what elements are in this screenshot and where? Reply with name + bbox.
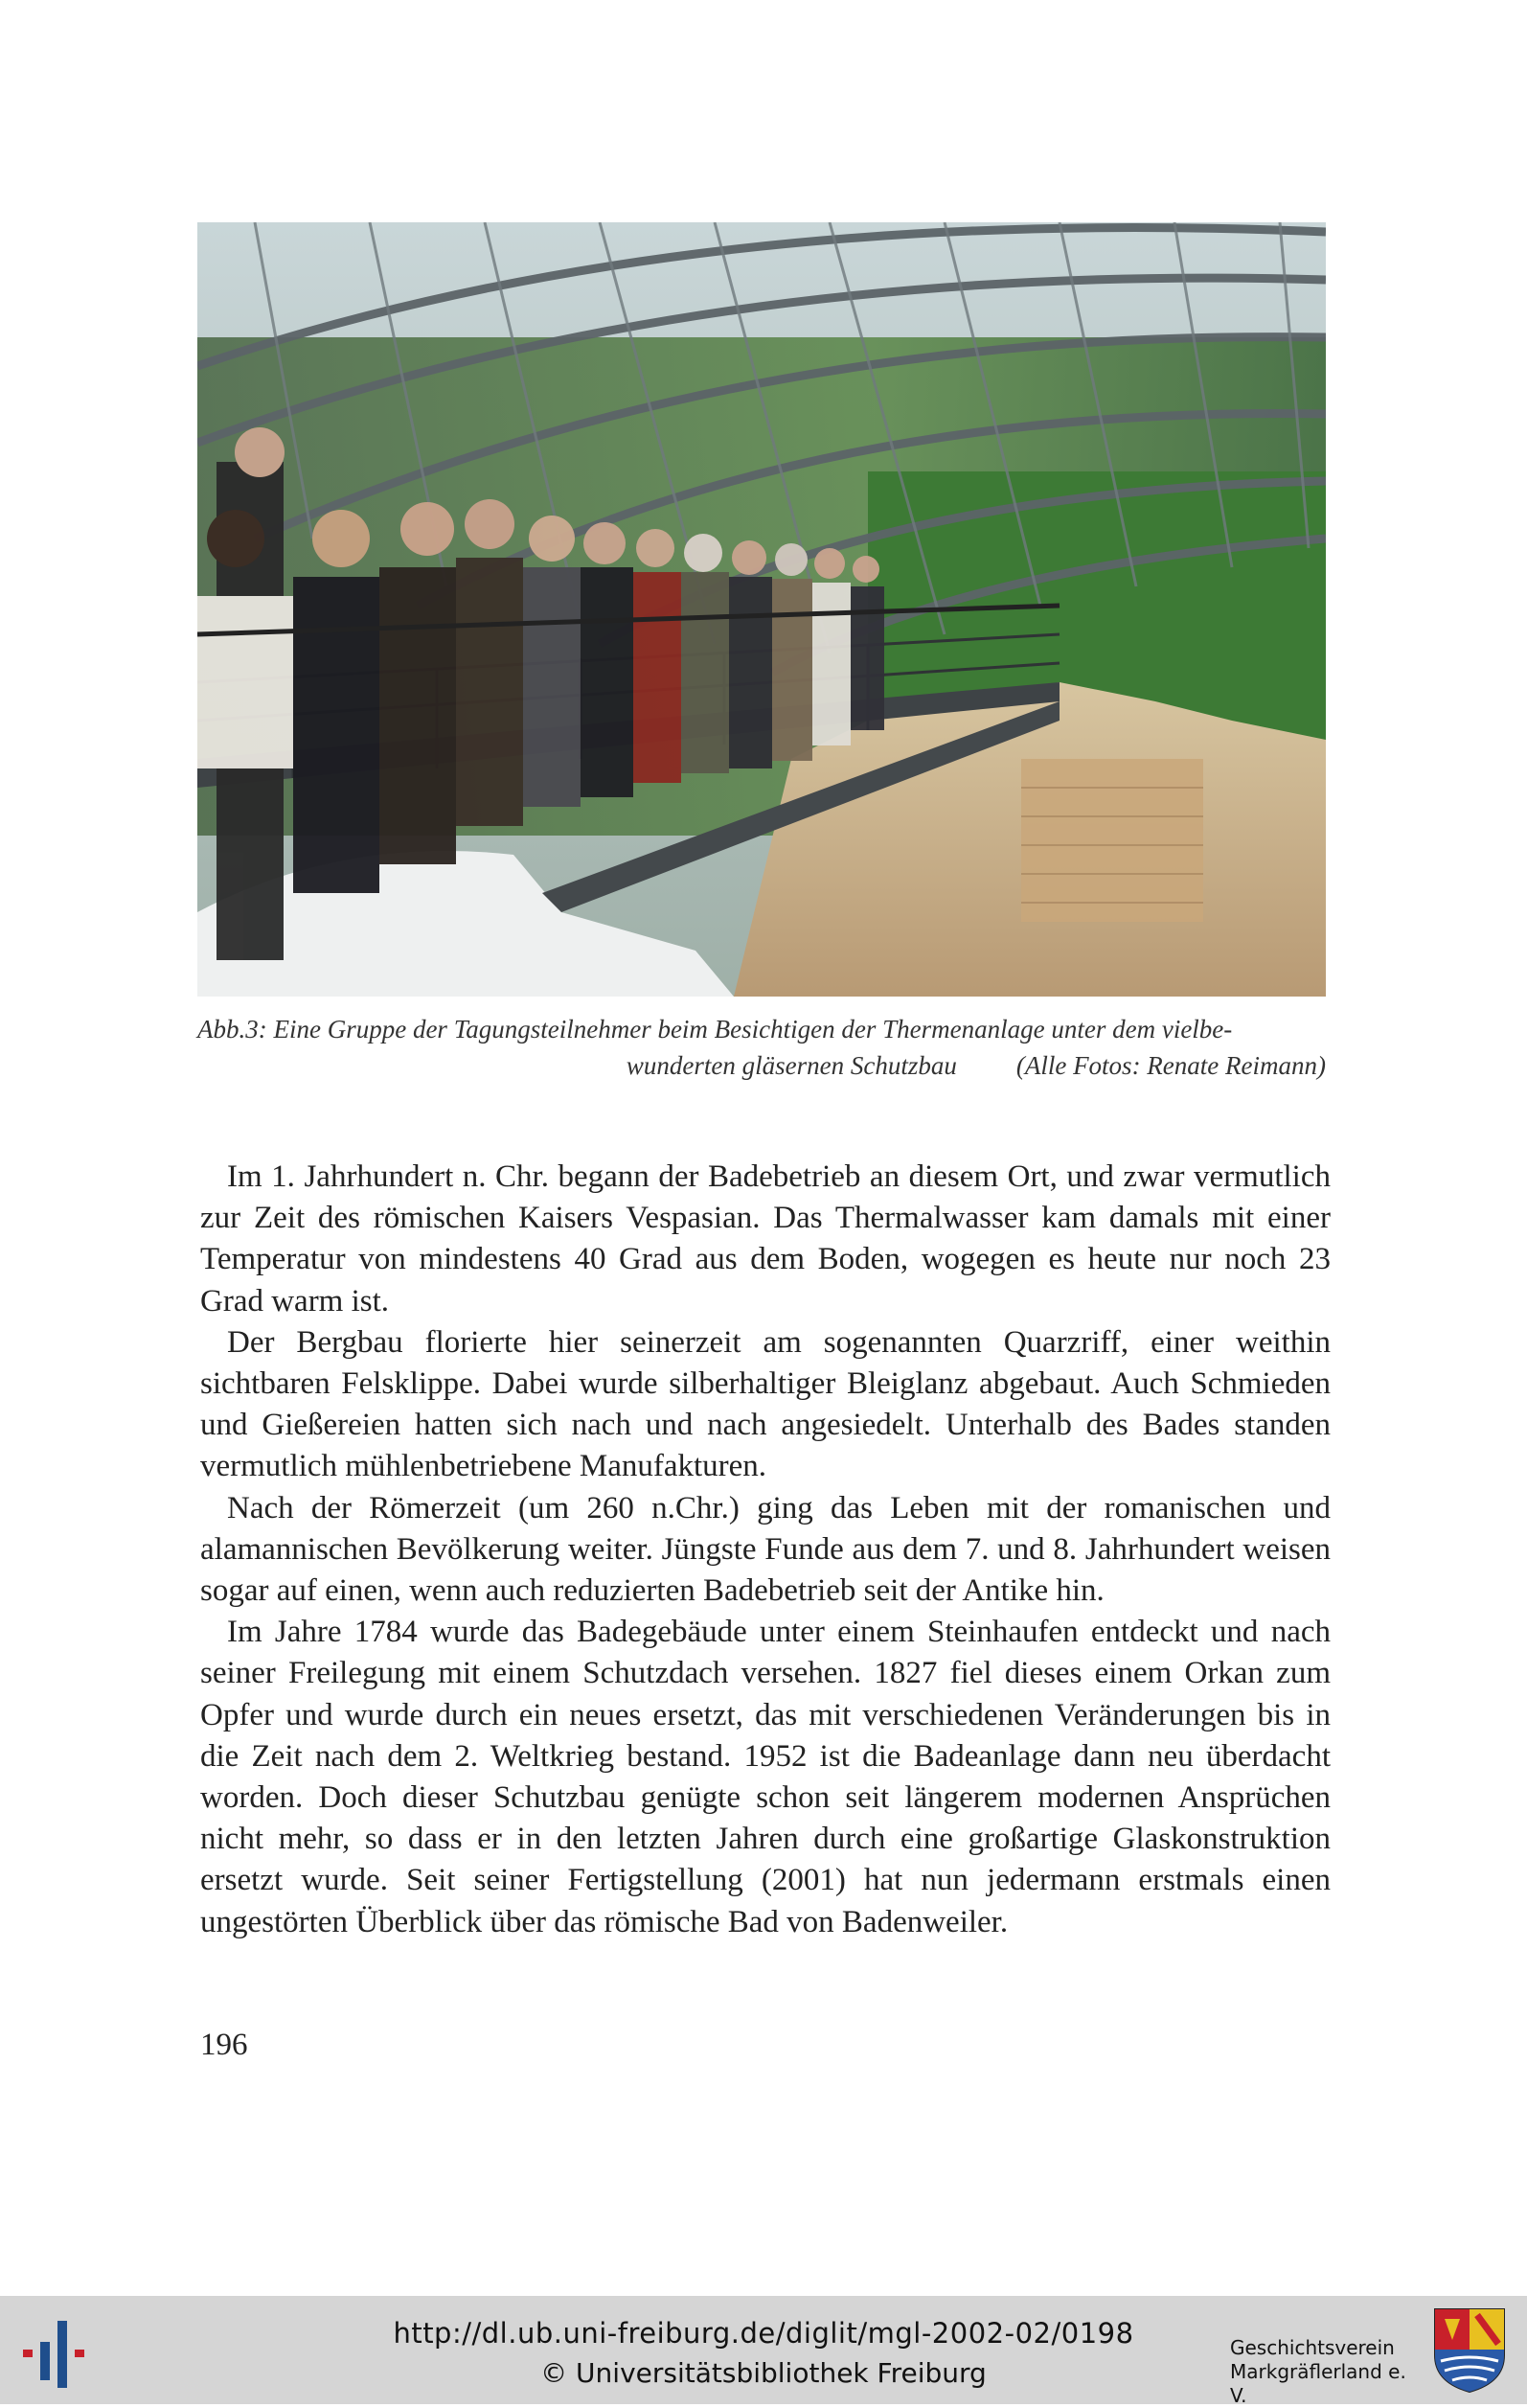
page-number: 196 xyxy=(200,2028,248,2062)
paragraph-4: Im Jahre 1784 wurde das Badegebäude unter einem Steinhaufen entdeckt und nach seiner Freilegung mit einem Schutzdach versehen. 1827 fiel dieses einem Orkan zum Opfer und wurde durch ein neues ersetzt, das mit verschiedenen Veränderungen bis in die Zeit nach dem 2. Weltkrieg bestand. 1952 ist die Badeanlage dann neu überdacht worden. Doch dieser Schutzbau genügte schon seit längerem modernen Ansprüchen nicht mehr, so dass er in den letzten Jahren durch eine großartige Glaskonstruktion ersetzt wurde. Seit seiner Fertigstellung (2001) hat nun jedermann erstmals einen ungestörten Überblick über das römische Bad von Badenweiler. xyxy=(200,1615,1331,1939)
society-name xyxy=(1230,2336,1422,2408)
caption-text: wunderten gläsernen Schutzbau xyxy=(626,1051,957,1080)
source-url[interactable]: http://dl.ub.uni-freiburg.de/diglit/mgl-2002-02/0198 xyxy=(393,2317,1134,2350)
footer-bar xyxy=(0,2296,1527,2407)
coat-of-arms-icon xyxy=(1431,2305,1508,2396)
thermal-bath-photo xyxy=(197,222,1326,997)
society-line-2: Markgräflerland e. V. xyxy=(1230,2360,1406,2407)
caption-line-1: Abb.3: Eine Gruppe der Tagungsteilnehmer beim Besichtigen der Thermenanlage unter dem vielbe- xyxy=(197,1015,1233,1043)
figure-caption xyxy=(197,1011,1326,1084)
caption-line-2 xyxy=(197,1047,1326,1084)
society-line-1: Geschichtsverein xyxy=(1230,2336,1395,2359)
paragraph-2: Der Bergbau florierte hier seinerzeit am sogenannten Quarzriff, einer weithin sichtbaren Felsklippe. Dabei wurde silberhaltiger Bleiglanz abgebaut. Auch Schmieden und Gießereien hatten sich nach und nach angesiedelt. Unterhalb des Bades standen vermutlich mühlenbetriebene Manufakturen. xyxy=(200,1324,1331,1484)
body-text xyxy=(200,1157,1331,1943)
photo-credit: (Alle Fotos: Renate Reimann) xyxy=(1015,1051,1326,1080)
paragraph-3: Nach der Römerzeit (um 260 n.Chr.) ging das Leben mit der romanischen und alamannischen Bevölkerung weiter. Jüngste Funde aus dem 7. und 8. Jahrhundert weisen sogar auf einen, wenn auch reduzierten Badebetrieb seit der Antike hin. xyxy=(200,1490,1331,1609)
figure-photo xyxy=(197,222,1326,997)
paragraph-1: Im 1. Jahrhundert n. Chr. begann der Badebetrieb an diesem Ort, und zwar vermutlich zur Zeit des römischen Kaisers Vespasian. Das Thermalwasser kam damals mit einer Temperatur von mindestens 40 Grad aus dem Boden, wogegen es heute nur noch 23 Grad warm ist. xyxy=(200,1159,1331,1319)
copyright-text: © Universitätsbibliothek Freiburg xyxy=(540,2357,987,2389)
